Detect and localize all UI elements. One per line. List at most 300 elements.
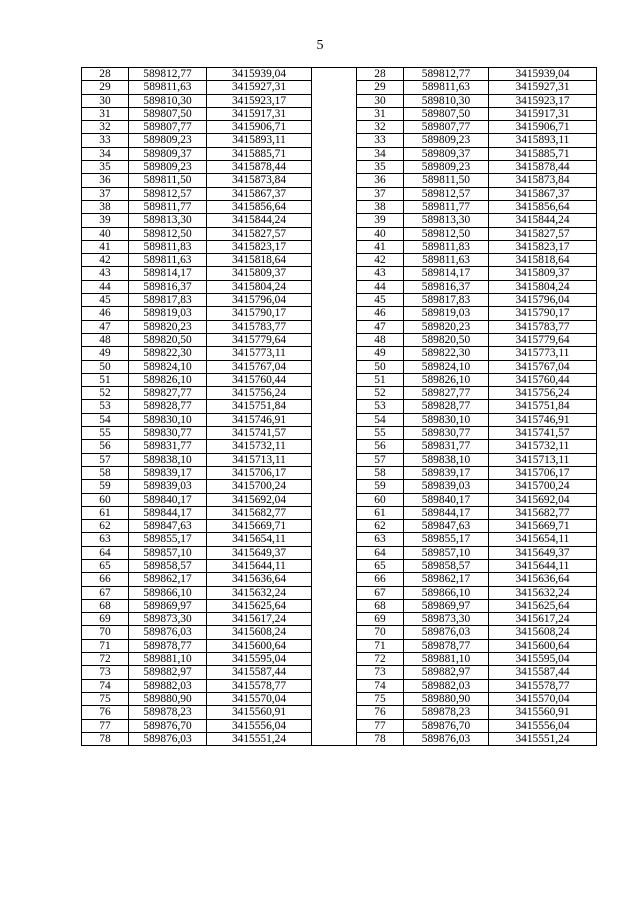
- right-point-number-cell: 50: [357, 360, 404, 373]
- table-row: [82, 427, 597, 440]
- right-y-coordinate-cell: 3415682,77: [489, 506, 597, 519]
- left-x-coordinate-cell: 589811,63: [129, 254, 207, 267]
- table-row: [82, 161, 597, 174]
- column-gap: [312, 679, 357, 692]
- column-gap: [312, 134, 357, 147]
- right-y-coordinate-cell: 3415923,17: [489, 94, 597, 107]
- coordinates-table: [81, 67, 597, 746]
- table-row: [82, 480, 597, 493]
- right-x-coordinate-cell: 589812,77: [404, 68, 489, 81]
- right-x-coordinate-cell: 589830,77: [404, 427, 489, 440]
- left-y-coordinate-cell: 3415818,64: [207, 254, 312, 267]
- column-gap: [312, 413, 357, 426]
- table-row: [82, 626, 597, 639]
- left-x-coordinate-cell: 589817,83: [129, 294, 207, 307]
- left-point-number-cell: 34: [82, 147, 129, 160]
- left-x-coordinate-cell: 589824,10: [129, 360, 207, 373]
- left-y-coordinate-cell: 3415927,31: [207, 81, 312, 94]
- right-point-number-cell: 70: [357, 626, 404, 639]
- left-y-coordinate-cell: 3415700,24: [207, 480, 312, 493]
- right-x-coordinate-cell: 589839,17: [404, 466, 489, 479]
- right-y-coordinate-cell: 3415818,64: [489, 254, 597, 267]
- left-y-coordinate-cell: 3415917,31: [207, 107, 312, 120]
- left-x-coordinate-cell: 589816,37: [129, 280, 207, 293]
- left-x-coordinate-cell: 589811,77: [129, 200, 207, 213]
- column-gap: [312, 573, 357, 586]
- right-y-coordinate-cell: 3415796,04: [489, 294, 597, 307]
- column-gap: [312, 360, 357, 373]
- left-point-number-cell: 66: [82, 573, 129, 586]
- right-x-coordinate-cell: 589839,03: [404, 480, 489, 493]
- coordinates-table-body: [82, 68, 597, 746]
- column-gap: [312, 586, 357, 599]
- column-gap: [312, 466, 357, 479]
- left-point-number-cell: 78: [82, 732, 129, 745]
- left-x-coordinate-cell: 589812,50: [129, 227, 207, 240]
- left-x-coordinate-cell: 589827,77: [129, 387, 207, 400]
- left-y-coordinate-cell: 3415556,04: [207, 719, 312, 732]
- right-y-coordinate-cell: 3415823,17: [489, 240, 597, 253]
- table-row: [82, 559, 597, 572]
- right-point-number-cell: 60: [357, 493, 404, 506]
- right-y-coordinate-cell: 3415578,77: [489, 679, 597, 692]
- left-x-coordinate-cell: 589882,03: [129, 679, 207, 692]
- left-x-coordinate-cell: 589830,77: [129, 427, 207, 440]
- table-row: [82, 400, 597, 413]
- page-number: 5: [316, 38, 324, 53]
- left-y-coordinate-cell: 3415827,57: [207, 227, 312, 240]
- right-point-number-cell: 77: [357, 719, 404, 732]
- right-point-number-cell: 75: [357, 692, 404, 705]
- right-x-coordinate-cell: 589816,37: [404, 280, 489, 293]
- right-x-coordinate-cell: 589809,23: [404, 134, 489, 147]
- right-x-coordinate-cell: 589826,10: [404, 373, 489, 386]
- left-point-number-cell: 64: [82, 546, 129, 559]
- right-y-coordinate-cell: 3415939,04: [489, 68, 597, 81]
- left-x-coordinate-cell: 589876,03: [129, 732, 207, 745]
- left-x-coordinate-cell: 589855,17: [129, 533, 207, 546]
- right-point-number-cell: 29: [357, 81, 404, 94]
- table-row: [82, 280, 597, 293]
- left-y-coordinate-cell: 3415644,11: [207, 559, 312, 572]
- left-y-coordinate-cell: 3415790,17: [207, 307, 312, 320]
- left-y-coordinate-cell: 3415796,04: [207, 294, 312, 307]
- table-row: [82, 307, 597, 320]
- right-y-coordinate-cell: 3415927,31: [489, 81, 597, 94]
- table-row: [82, 466, 597, 479]
- table-row: [82, 333, 597, 346]
- column-gap: [312, 453, 357, 466]
- table-row: [82, 121, 597, 134]
- right-y-coordinate-cell: 3415551,24: [489, 732, 597, 745]
- left-point-number-cell: 65: [82, 559, 129, 572]
- left-point-number-cell: 63: [82, 533, 129, 546]
- right-point-number-cell: 58: [357, 466, 404, 479]
- left-x-coordinate-cell: 589858,57: [129, 559, 207, 572]
- table-row: [82, 666, 597, 679]
- right-x-coordinate-cell: 589840,17: [404, 493, 489, 506]
- column-gap: [312, 427, 357, 440]
- right-x-coordinate-cell: 589819,03: [404, 307, 489, 320]
- column-gap: [312, 653, 357, 666]
- left-x-coordinate-cell: 589840,17: [129, 493, 207, 506]
- column-gap: [312, 307, 357, 320]
- right-x-coordinate-cell: 589810,30: [404, 94, 489, 107]
- left-x-coordinate-cell: 589810,30: [129, 94, 207, 107]
- column-gap: [312, 107, 357, 120]
- left-x-coordinate-cell: 589828,77: [129, 400, 207, 413]
- left-point-number-cell: 30: [82, 94, 129, 107]
- column-gap: [312, 599, 357, 612]
- left-y-coordinate-cell: 3415756,24: [207, 387, 312, 400]
- right-point-number-cell: 68: [357, 599, 404, 612]
- left-y-coordinate-cell: 3415600,64: [207, 639, 312, 652]
- right-point-number-cell: 69: [357, 613, 404, 626]
- right-x-coordinate-cell: 589817,83: [404, 294, 489, 307]
- right-point-number-cell: 43: [357, 267, 404, 280]
- left-x-coordinate-cell: 589811,50: [129, 174, 207, 187]
- table-row: [82, 134, 597, 147]
- column-gap: [312, 267, 357, 280]
- left-x-coordinate-cell: 589839,17: [129, 466, 207, 479]
- column-gap: [312, 506, 357, 519]
- left-x-coordinate-cell: 589866,10: [129, 586, 207, 599]
- table-row: [82, 254, 597, 267]
- column-gap: [312, 493, 357, 506]
- left-point-number-cell: 46: [82, 307, 129, 320]
- right-y-coordinate-cell: 3415783,77: [489, 320, 597, 333]
- table-row: [82, 692, 597, 705]
- column-gap: [312, 639, 357, 652]
- left-point-number-cell: 70: [82, 626, 129, 639]
- right-x-coordinate-cell: 589866,10: [404, 586, 489, 599]
- right-y-coordinate-cell: 3415917,31: [489, 107, 597, 120]
- table-row: [82, 68, 597, 81]
- table-row: [82, 533, 597, 546]
- column-gap: [312, 347, 357, 360]
- right-y-coordinate-cell: 3415906,71: [489, 121, 597, 134]
- left-point-number-cell: 75: [82, 692, 129, 705]
- left-x-coordinate-cell: 589809,23: [129, 161, 207, 174]
- right-y-coordinate-cell: 3415844,24: [489, 214, 597, 227]
- left-x-coordinate-cell: 589809,37: [129, 147, 207, 160]
- left-x-coordinate-cell: 589820,23: [129, 320, 207, 333]
- right-x-coordinate-cell: 589811,63: [404, 81, 489, 94]
- left-point-number-cell: 57: [82, 453, 129, 466]
- table-row: [82, 294, 597, 307]
- left-point-number-cell: 41: [82, 240, 129, 253]
- right-point-number-cell: 65: [357, 559, 404, 572]
- left-x-coordinate-cell: 589873,30: [129, 613, 207, 626]
- column-gap: [312, 706, 357, 719]
- right-point-number-cell: 67: [357, 586, 404, 599]
- left-point-number-cell: 42: [82, 254, 129, 267]
- left-point-number-cell: 59: [82, 480, 129, 493]
- table-row: [82, 719, 597, 732]
- left-y-coordinate-cell: 3415746,91: [207, 413, 312, 426]
- table-row: [82, 227, 597, 240]
- right-x-coordinate-cell: 589862,17: [404, 573, 489, 586]
- column-gap: [312, 81, 357, 94]
- right-x-coordinate-cell: 589873,30: [404, 613, 489, 626]
- right-y-coordinate-cell: 3415560,91: [489, 706, 597, 719]
- table-row: [82, 732, 597, 745]
- right-point-number-cell: 36: [357, 174, 404, 187]
- left-y-coordinate-cell: 3415906,71: [207, 121, 312, 134]
- column-gap: [312, 719, 357, 732]
- column-gap: [312, 666, 357, 679]
- left-y-coordinate-cell: 3415706,17: [207, 466, 312, 479]
- right-y-coordinate-cell: 3415751,84: [489, 400, 597, 413]
- right-point-number-cell: 44: [357, 280, 404, 293]
- right-y-coordinate-cell: 3415873,84: [489, 174, 597, 187]
- left-point-number-cell: 52: [82, 387, 129, 400]
- right-y-coordinate-cell: 3415706,17: [489, 466, 597, 479]
- left-point-number-cell: 49: [82, 347, 129, 360]
- right-x-coordinate-cell: 589809,23: [404, 161, 489, 174]
- column-gap: [312, 68, 357, 81]
- right-y-coordinate-cell: 3415746,91: [489, 413, 597, 426]
- right-point-number-cell: 59: [357, 480, 404, 493]
- right-y-coordinate-cell: 3415636,64: [489, 573, 597, 586]
- table-row: [82, 493, 597, 506]
- right-y-coordinate-cell: 3415595,04: [489, 653, 597, 666]
- right-point-number-cell: 74: [357, 679, 404, 692]
- left-x-coordinate-cell: 589809,23: [129, 134, 207, 147]
- left-point-number-cell: 29: [82, 81, 129, 94]
- left-y-coordinate-cell: 3415939,04: [207, 68, 312, 81]
- right-point-number-cell: 78: [357, 732, 404, 745]
- table-row: [82, 81, 597, 94]
- table-row: [82, 653, 597, 666]
- table-row: [82, 440, 597, 453]
- left-point-number-cell: 39: [82, 214, 129, 227]
- right-y-coordinate-cell: 3415617,24: [489, 613, 597, 626]
- table-row: [82, 147, 597, 160]
- left-x-coordinate-cell: 589869,97: [129, 599, 207, 612]
- left-y-coordinate-cell: 3415669,71: [207, 520, 312, 533]
- right-point-number-cell: 42: [357, 254, 404, 267]
- left-y-coordinate-cell: 3415551,24: [207, 732, 312, 745]
- table-row: [82, 520, 597, 533]
- left-point-number-cell: 61: [82, 506, 129, 519]
- left-x-coordinate-cell: 589862,17: [129, 573, 207, 586]
- left-y-coordinate-cell: 3415773,11: [207, 347, 312, 360]
- right-y-coordinate-cell: 3415760,44: [489, 373, 597, 386]
- right-point-number-cell: 28: [357, 68, 404, 81]
- column-gap: [312, 200, 357, 213]
- left-x-coordinate-cell: 589878,23: [129, 706, 207, 719]
- column-gap: [312, 294, 357, 307]
- left-point-number-cell: 51: [82, 373, 129, 386]
- left-y-coordinate-cell: 3415760,44: [207, 373, 312, 386]
- column-gap: [312, 174, 357, 187]
- right-x-coordinate-cell: 589822,30: [404, 347, 489, 360]
- left-y-coordinate-cell: 3415570,04: [207, 692, 312, 705]
- right-y-coordinate-cell: 3415669,71: [489, 520, 597, 533]
- right-y-coordinate-cell: 3415885,71: [489, 147, 597, 160]
- left-x-coordinate-cell: 589811,63: [129, 81, 207, 94]
- column-gap: [312, 214, 357, 227]
- right-x-coordinate-cell: 589880,90: [404, 692, 489, 705]
- right-y-coordinate-cell: 3415625,64: [489, 599, 597, 612]
- left-point-number-cell: 54: [82, 413, 129, 426]
- left-point-number-cell: 77: [82, 719, 129, 732]
- right-y-coordinate-cell: 3415632,24: [489, 586, 597, 599]
- column-gap: [312, 440, 357, 453]
- table-row: [82, 94, 597, 107]
- right-y-coordinate-cell: 3415700,24: [489, 480, 597, 493]
- left-point-number-cell: 53: [82, 400, 129, 413]
- column-gap: [312, 187, 357, 200]
- right-point-number-cell: 38: [357, 200, 404, 213]
- table-row: [82, 187, 597, 200]
- right-point-number-cell: 73: [357, 666, 404, 679]
- right-y-coordinate-cell: 3415767,04: [489, 360, 597, 373]
- right-point-number-cell: 64: [357, 546, 404, 559]
- column-gap: [312, 692, 357, 705]
- left-y-coordinate-cell: 3415560,91: [207, 706, 312, 719]
- left-x-coordinate-cell: 589811,83: [129, 240, 207, 253]
- left-y-coordinate-cell: 3415844,24: [207, 214, 312, 227]
- right-x-coordinate-cell: 589831,77: [404, 440, 489, 453]
- table-row: [82, 214, 597, 227]
- right-point-number-cell: 52: [357, 387, 404, 400]
- table-row: [82, 546, 597, 559]
- right-point-number-cell: 57: [357, 453, 404, 466]
- right-y-coordinate-cell: 3415608,24: [489, 626, 597, 639]
- left-y-coordinate-cell: 3415649,37: [207, 546, 312, 559]
- right-point-number-cell: 63: [357, 533, 404, 546]
- right-point-number-cell: 55: [357, 427, 404, 440]
- table-row: [82, 613, 597, 626]
- right-x-coordinate-cell: 589882,97: [404, 666, 489, 679]
- column-gap: [312, 732, 357, 745]
- right-point-number-cell: 49: [357, 347, 404, 360]
- column-gap: [312, 320, 357, 333]
- left-y-coordinate-cell: 3415625,64: [207, 599, 312, 612]
- left-x-coordinate-cell: 589839,03: [129, 480, 207, 493]
- column-gap: [312, 280, 357, 293]
- column-gap: [312, 240, 357, 253]
- table-row: [82, 586, 597, 599]
- right-point-number-cell: 31: [357, 107, 404, 120]
- right-point-number-cell: 35: [357, 161, 404, 174]
- right-x-coordinate-cell: 589882,03: [404, 679, 489, 692]
- left-y-coordinate-cell: 3415713,11: [207, 453, 312, 466]
- right-x-coordinate-cell: 589814,17: [404, 267, 489, 280]
- left-point-number-cell: 76: [82, 706, 129, 719]
- left-point-number-cell: 69: [82, 613, 129, 626]
- right-point-number-cell: 48: [357, 333, 404, 346]
- right-point-number-cell: 33: [357, 134, 404, 147]
- column-gap: [312, 559, 357, 572]
- left-point-number-cell: 48: [82, 333, 129, 346]
- right-x-coordinate-cell: 589820,23: [404, 320, 489, 333]
- right-x-coordinate-cell: 589813,30: [404, 214, 489, 227]
- left-point-number-cell: 62: [82, 520, 129, 533]
- right-point-number-cell: 41: [357, 240, 404, 253]
- left-point-number-cell: 60: [82, 493, 129, 506]
- right-point-number-cell: 61: [357, 506, 404, 519]
- right-y-coordinate-cell: 3415827,57: [489, 227, 597, 240]
- right-x-coordinate-cell: 589807,77: [404, 121, 489, 134]
- right-x-coordinate-cell: 589824,10: [404, 360, 489, 373]
- right-x-coordinate-cell: 589827,77: [404, 387, 489, 400]
- right-y-coordinate-cell: 3415741,57: [489, 427, 597, 440]
- column-gap: [312, 121, 357, 134]
- right-point-number-cell: 54: [357, 413, 404, 426]
- left-y-coordinate-cell: 3415608,24: [207, 626, 312, 639]
- table-row: [82, 347, 597, 360]
- table-row: [82, 573, 597, 586]
- right-point-number-cell: 62: [357, 520, 404, 533]
- left-point-number-cell: 43: [82, 267, 129, 280]
- table-row: [82, 706, 597, 719]
- left-y-coordinate-cell: 3415885,71: [207, 147, 312, 160]
- left-y-coordinate-cell: 3415732,11: [207, 440, 312, 453]
- left-x-coordinate-cell: 589814,17: [129, 267, 207, 280]
- right-x-coordinate-cell: 589847,63: [404, 520, 489, 533]
- right-point-number-cell: 47: [357, 320, 404, 333]
- right-point-number-cell: 45: [357, 294, 404, 307]
- right-x-coordinate-cell: 589876,70: [404, 719, 489, 732]
- left-y-coordinate-cell: 3415741,57: [207, 427, 312, 440]
- column-gap: [312, 480, 357, 493]
- right-y-coordinate-cell: 3415856,64: [489, 200, 597, 213]
- right-x-coordinate-cell: 589830,10: [404, 413, 489, 426]
- left-point-number-cell: 37: [82, 187, 129, 200]
- table-row: [82, 387, 597, 400]
- table-row: [82, 360, 597, 373]
- left-x-coordinate-cell: 589819,03: [129, 307, 207, 320]
- right-point-number-cell: 40: [357, 227, 404, 240]
- table-row: [82, 413, 597, 426]
- right-x-coordinate-cell: 589858,57: [404, 559, 489, 572]
- left-y-coordinate-cell: 3415923,17: [207, 94, 312, 107]
- left-y-coordinate-cell: 3415878,44: [207, 161, 312, 174]
- left-x-coordinate-cell: 589876,03: [129, 626, 207, 639]
- left-x-coordinate-cell: 589878,77: [129, 639, 207, 652]
- right-point-number-cell: 34: [357, 147, 404, 160]
- column-gap: [312, 613, 357, 626]
- column-gap: [312, 373, 357, 386]
- right-point-number-cell: 66: [357, 573, 404, 586]
- right-y-coordinate-cell: 3415779,64: [489, 333, 597, 346]
- left-point-number-cell: 72: [82, 653, 129, 666]
- right-y-coordinate-cell: 3415570,04: [489, 692, 597, 705]
- table-row: [82, 174, 597, 187]
- left-point-number-cell: 38: [82, 200, 129, 213]
- right-y-coordinate-cell: 3415756,24: [489, 387, 597, 400]
- table-row: [82, 599, 597, 612]
- right-x-coordinate-cell: 589876,03: [404, 626, 489, 639]
- left-point-number-cell: 68: [82, 599, 129, 612]
- left-x-coordinate-cell: 589880,90: [129, 692, 207, 705]
- left-point-number-cell: 35: [82, 161, 129, 174]
- left-point-number-cell: 56: [82, 440, 129, 453]
- right-x-coordinate-cell: 589812,50: [404, 227, 489, 240]
- right-y-coordinate-cell: 3415809,37: [489, 267, 597, 280]
- right-x-coordinate-cell: 589811,83: [404, 240, 489, 253]
- right-y-coordinate-cell: 3415654,11: [489, 533, 597, 546]
- left-point-number-cell: 47: [82, 320, 129, 333]
- right-y-coordinate-cell: 3415649,37: [489, 546, 597, 559]
- left-point-number-cell: 33: [82, 134, 129, 147]
- table-row: [82, 200, 597, 213]
- column-gap: [312, 546, 357, 559]
- left-point-number-cell: 71: [82, 639, 129, 652]
